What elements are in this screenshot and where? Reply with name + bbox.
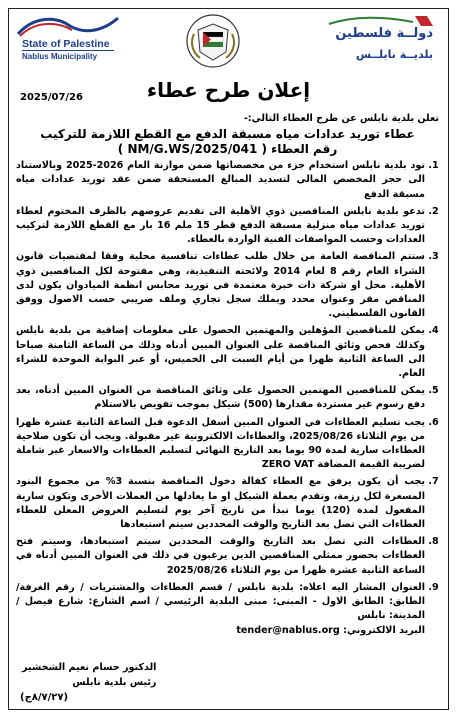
tender-reference: رقم العطاء ( NM/G.WS/2025/041 ) <box>117 142 338 157</box>
clause-6: 6. يجب تسليم العطاءات في العنوان المبين أسفل الدعوة قبل الساعة الثانية عشرة ظهرا من يوم الثلاثاء 2025/08/26، والعطاءات الالكترونية غير مقبولة. ويجب أن تكون صلاحية العطاءات سارية لمدة 90 يوما بعد التاريخ النهائي لتسليم العطاءات والاسعار غير شاملة لضريبة القيمة المضافة ZERO VAT <box>16 416 425 473</box>
clause-1: 1. تود بلدية نابلس استخدام جزء من مخصصاتها ضمن موازنة العام 2026-2025 وبالاستناد الى حجز المخصص المالي لتسديد المبالغ المستحقة ضمن عقد توريد عدادات مياه مسبقة الدفع <box>16 159 425 202</box>
signatory-position: رئيس بلدية نابلس <box>72 677 157 688</box>
logo-text-municipality-ar: بلديــة نابلــس <box>355 48 433 61</box>
clause-2: 2. تدعو بلدية نابلس المناقصين ذوي الأهلية الى تقديم عروضهم بالظرف المختوم لعطاء توريد عدادات مياه منزلية مسبقة الدفع قطر 15 ملم 16 بار مع القطع اللازمة لتركيب العدادات وحسب المواصفات الفنية الواردة بالعطاء. <box>16 205 425 248</box>
logo-text-state: State of Palestine <box>22 38 110 50</box>
logo-text-municipality: Nablus Municipality <box>22 52 98 61</box>
municipality-logo-english <box>14 12 122 72</box>
logo-divider <box>22 50 114 51</box>
logo-ribbon-icon <box>14 12 122 38</box>
email-label: البريد الالكتروني: <box>343 624 425 636</box>
signature-block <box>22 660 156 690</box>
clause-5: 5. يمكن للمناقصين المهتمين الحصول على وثائق المناقصة من العنوان المبين أدناه، بعد دفع رسوم غير مستردة مقدارها (500) شيكل بموجب تفويض بالاستلام <box>16 384 425 412</box>
logo-text-state-ar: دولــة فلسطين <box>335 26 433 41</box>
tender-subject: عطاء توريد عدادات مياه مسبقة الدفع مع القطع اللازمة للتركيب <box>40 127 415 142</box>
notice-title: إعلان طرح عطاء <box>146 78 311 102</box>
notice-body <box>16 112 439 641</box>
clause-9 <box>16 581 425 638</box>
notice-date: 2025/07/26 <box>20 92 83 103</box>
clauses-list <box>16 159 439 638</box>
clause-8: 8. العطاءات التي تصل بعد التاريخ والوقت المحددين سيتم استبعادها، وسيتم فتح العطاءات بحضور ممثلي المناقصين الذين يرغبون في ذلك في العنوان المبين أدناه في الساعة الثانية عشرة ظهرا من يوم الثلاثاء 2025/08/26 <box>16 535 425 578</box>
clause-3: 3. ستتم المناقصة العامة من خلال طلب عطاءات تنافسية محلية وفقا لمقتضيات قانون الشراء العام رقم 8 لعام 2014 ولائحته التنفيذية، وهي مفتوحة لكل المناقصين ذوي الأهلية. محل او شركة ذات خبرة معتمدة في توريد محابس انظمة الميادوان يكون لدى المناقص مقر وعنوان محدد ويملك سجل تجاري وملف ضريبي حسب الاصول ووفق القانون الفلسطيني. <box>16 250 425 321</box>
address-text: العنوان المشار اليه اعلاه: بلدية نابلس / قسم العطاءات والمشتريات / رقم الغرفة/ الطابق: الطابق الاول - المبنى: مبنى البلدية الرئيسي / اسم الشارع: شارع فيصل / المدينة: نابلس <box>16 581 425 622</box>
footer-reference-code: (٨/٧/٢٧ج) <box>20 692 69 703</box>
municipality-logo-arabic <box>323 14 443 70</box>
clause-4: 4. يمكن للمناقصين المؤهلين والمهتمين الحصول على معلومات إضافية من بلدية نابلس وكذلك فحص وثائق المناقصة على العنوان المبين أدناه وذلك من الساعة الثامنة صباحا الى الساعة الثانية ظهرا من أيام السبت الى الخميس، أو عبر البوابة الموحدة للشراء العام. <box>16 324 425 381</box>
email-link[interactable]: tender@nablus.org <box>236 624 340 636</box>
palestine-emblem-icon <box>184 12 242 70</box>
signatory-name: الدكتور حسام نعيم الشخشير <box>22 662 157 673</box>
notice-intro: تعلن بلدية نابلس عن طرح العطاء التالي:- <box>243 113 439 124</box>
clause-7: 7. يجب أن يكون يرفق مع العطاء كفالة دخول المناقصة بنسبة 3% من مجموع البنود المسعرة لكل رزمة، وتقدم بعملة الشيكل او ما يعادلها من العملات الأخرى وتكون سارية المفعول لمدة (120) يوما تبدأ من تاريخ آخر يوم لتسليم العروض المعلن للعطاء العطاءات التي تصل بعد التاريخ والوقت المحددين سيتم استبعادها <box>16 475 425 532</box>
